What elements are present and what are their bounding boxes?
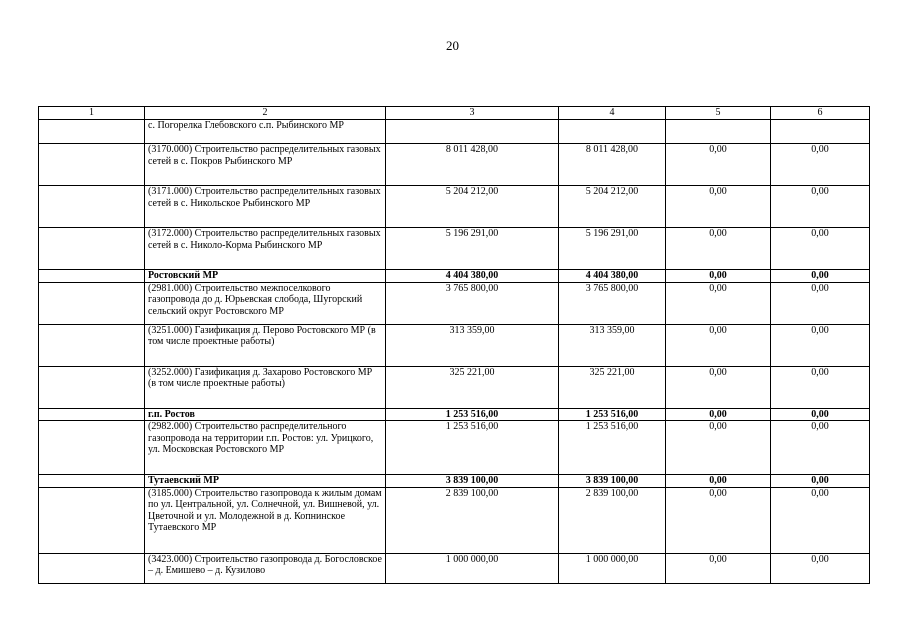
header-cell-4: 4 (559, 107, 666, 120)
table-cell-col6: 0,00 (771, 408, 870, 421)
table-cell-col6: 0,00 (771, 144, 870, 186)
table-cell-col4 (559, 120, 666, 144)
table-row (39, 324, 870, 366)
table-cell-col1 (39, 553, 145, 583)
table-cell-col3: 325 221,00 (386, 366, 559, 408)
table-cell-col2: (3170.000) Строительство распределительных газовых сетей в с. Покров Рыбинского МР (145, 144, 386, 186)
table-cell-col5: 0,00 (666, 228, 771, 270)
table-cell-col4: 3 839 100,00 (559, 475, 666, 488)
table-cell-col1 (39, 228, 145, 270)
table-cell-col4: 1 253 516,00 (559, 421, 666, 475)
table-cell-col1 (39, 421, 145, 475)
table-cell-col3: 5 204 212,00 (386, 186, 559, 228)
table-cell-col3: 1 253 516,00 (386, 408, 559, 421)
header-cell-3: 3 (386, 107, 559, 120)
table-cell-col1 (39, 282, 145, 324)
table-row (39, 186, 870, 228)
table-cell-col5: 0,00 (666, 553, 771, 583)
table-cell-col4: 5 196 291,00 (559, 228, 666, 270)
table-cell-col4: 2 839 100,00 (559, 487, 666, 553)
table-cell-col3: 4 404 380,00 (386, 270, 559, 283)
table-cell-col5: 0,00 (666, 282, 771, 324)
table-cell-col5: 0,00 (666, 366, 771, 408)
table-cell-col1 (39, 120, 145, 144)
table-total-row (39, 270, 870, 283)
table-cell-col5: 0,00 (666, 144, 771, 186)
table-cell-col5: 0,00 (666, 475, 771, 488)
table-cell-col2: (3172.000) Строительство распределительных газовых сетей в с. Николо-Корма Рыбинского МР (145, 228, 386, 270)
table-cell-col2: (3185.000) Строительство газопровода к жилым домам по ул. Центральной, ул. Солнечной, ул. Вишневой, ул. Цветочной и ул. Молодежной в д. Копнинское Тутаевского МР (145, 487, 386, 553)
page-number: 20 (446, 38, 459, 53)
table-row (39, 487, 870, 553)
table-row (39, 228, 870, 270)
table-total-row (39, 408, 870, 421)
table-cell-col3: 3 765 800,00 (386, 282, 559, 324)
table-cell-col3: 1 000 000,00 (386, 553, 559, 583)
table-cell-col3: 3 839 100,00 (386, 475, 559, 488)
table-cell-col6: 0,00 (771, 270, 870, 283)
table-cell-col5: 0,00 (666, 186, 771, 228)
table-cell-col6: 0,00 (771, 324, 870, 366)
table-cell-col2: (2981.000) Строительство межпоселкового газопровода до д. Юрьевская слобода, Шугорский сельский округ Ростовского МР (145, 282, 386, 324)
table-header-row (39, 107, 870, 120)
table-cell-col2: Ростовский МР (145, 270, 386, 283)
table-cell-col3 (386, 120, 559, 144)
table-cell-col6: 0,00 (771, 487, 870, 553)
table-cell-col5: 0,00 (666, 421, 771, 475)
table-total-row (39, 475, 870, 488)
table-row (39, 553, 870, 583)
table-cell-col6: 0,00 (771, 421, 870, 475)
table-cell-col6: 0,00 (771, 186, 870, 228)
table-cell-col2: г.п. Ростов (145, 408, 386, 421)
table-row (39, 144, 870, 186)
table-cell-col4: 5 204 212,00 (559, 186, 666, 228)
table-cell-col6: 0,00 (771, 366, 870, 408)
table-cell-col4: 4 404 380,00 (559, 270, 666, 283)
budget-table (38, 106, 870, 584)
table-cell-col5: 0,00 (666, 270, 771, 283)
table-cell-col4: 1 000 000,00 (559, 553, 666, 583)
table-row (39, 282, 870, 324)
table-cell-col4: 3 765 800,00 (559, 282, 666, 324)
table-cell-col3: 1 253 516,00 (386, 421, 559, 475)
table-row (39, 366, 870, 408)
table-cell-col4: 313 359,00 (559, 324, 666, 366)
table-cell-col4: 1 253 516,00 (559, 408, 666, 421)
table-cell-col1 (39, 144, 145, 186)
table-cell-col1 (39, 324, 145, 366)
table-cell-col1 (39, 475, 145, 488)
table-cell-col6 (771, 120, 870, 144)
table-cell-col2: Тутаевский МР (145, 475, 386, 488)
table-cell-col1 (39, 487, 145, 553)
header-cell-5: 5 (666, 107, 771, 120)
table-cell-col2: (3252.000) Газификация д. Захарово Ростовского МР (в том числе проектные работы) (145, 366, 386, 408)
table-cell-col1 (39, 270, 145, 283)
table-cell-col3: 2 839 100,00 (386, 487, 559, 553)
table-cell-col1 (39, 186, 145, 228)
table-cell-col2: с. Погорелка Глебовского с.п. Рыбинского МР (145, 120, 386, 144)
table-cell-col5: 0,00 (666, 324, 771, 366)
table-cell-col5 (666, 120, 771, 144)
table-row (39, 421, 870, 475)
header-cell-1: 1 (39, 107, 145, 120)
header-cell-6: 6 (771, 107, 870, 120)
table-cell-col3: 313 359,00 (386, 324, 559, 366)
table-cell-col3: 8 011 428,00 (386, 144, 559, 186)
table-cell-col5: 0,00 (666, 408, 771, 421)
table-cell-col4: 8 011 428,00 (559, 144, 666, 186)
table-cell-col6: 0,00 (771, 282, 870, 324)
table-row (39, 120, 870, 144)
table-cell-col2: (3251.000) Газификация д. Перово Ростовского МР (в том числе проектные работы) (145, 324, 386, 366)
header-cell-2: 2 (145, 107, 386, 120)
table-cell-col3: 5 196 291,00 (386, 228, 559, 270)
table-cell-col1 (39, 366, 145, 408)
table-cell-col6: 0,00 (771, 475, 870, 488)
table-cell-col1 (39, 408, 145, 421)
table-cell-col6: 0,00 (771, 553, 870, 583)
table-cell-col6: 0,00 (771, 228, 870, 270)
table-cell-col2: (2982.000) Строительство распределительного газопровода на территории г.п. Ростов: ул. Урицкого, ул. Московская Ростовского МР (145, 421, 386, 475)
table-cell-col2: (3423.000) Строительство газопровода д. Богословское – д. Емишево – д. Кузилово (145, 553, 386, 583)
table-cell-col4: 325 221,00 (559, 366, 666, 408)
table-cell-col2: (3171.000) Строительство распределительных газовых сетей в с. Никольское Рыбинского МР (145, 186, 386, 228)
table-cell-col5: 0,00 (666, 487, 771, 553)
